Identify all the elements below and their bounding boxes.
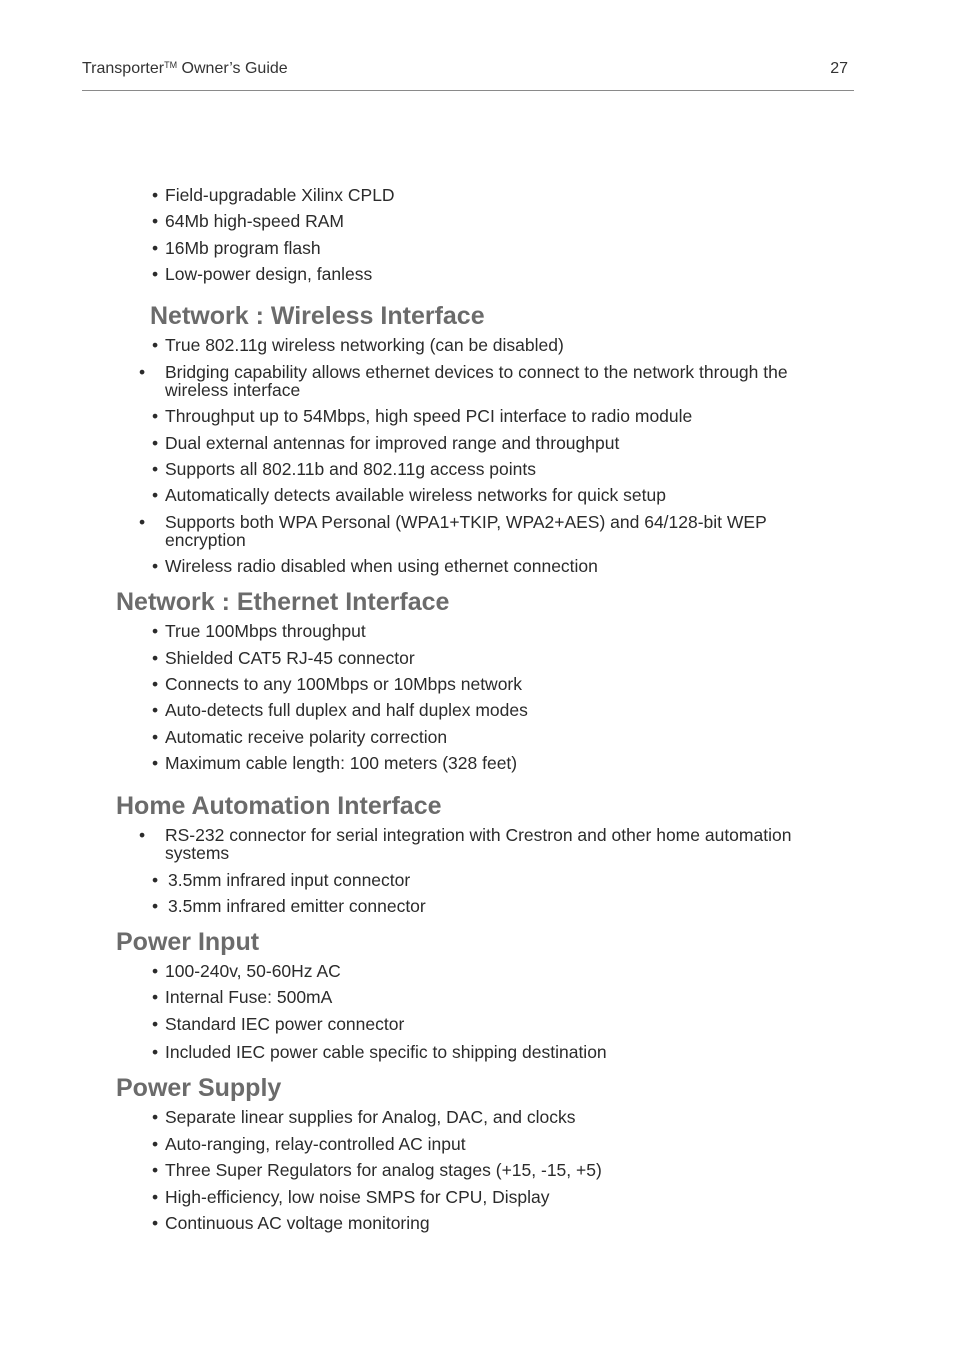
list-item: • Internal Fuse: 500mA [152, 987, 333, 1007]
page-header [82, 58, 854, 91]
list-item: • Wireless radio disabled when using ethernet connection [152, 556, 598, 576]
list-item: • Standard IEC power connector [152, 1014, 405, 1034]
trademark-mark: TM [164, 60, 178, 70]
document-title: Transporter™ Owner’s Guide [82, 60, 288, 77]
section-heading-ethernet: Network : Ethernet Interface [116, 588, 450, 616]
list-item: • RS-232 connector for serial integration with Crestron and other home automation systems [139, 825, 792, 863]
list-item: • Low-power design, fanless [152, 264, 373, 284]
page-number: 27 [830, 60, 848, 77]
list-item: • Supports both WPA Personal (WPA1+TKIP, WPA2+AES) and 64/128-bit WEP encryption [139, 512, 767, 550]
list-item: • Supports all 802.11b and 802.11g access points [152, 459, 537, 479]
list-item: • Connects to any 100Mbps or 10Mbps network [152, 674, 522, 694]
list-item: • Throughput up to 54Mbps, high speed PCI interface to radio module [152, 406, 693, 426]
list-item: • Continuous AC voltage monitoring [152, 1213, 430, 1233]
list-item: • True 100Mbps throughput [152, 621, 366, 641]
list-item: • True 802.11g wireless networking (can be disabled) [152, 335, 564, 355]
list-item: • Included IEC power cable specific to shipping destination [152, 1042, 607, 1062]
list-item: • Field-upgradable Xilinx CPLD [152, 185, 395, 205]
list-item: • Automatically detects available wireless networks for quick setup [152, 485, 666, 505]
section-heading-wireless: Network : Wireless Interface [150, 302, 485, 330]
list-item: • Dual external antennas for improved range and throughput [152, 433, 620, 453]
list-item: • 3.5mm infrared emitter connector [152, 896, 426, 916]
list-item: • Automatic receive polarity correction [152, 727, 448, 747]
list-item: • 64Mb high-speed RAM [152, 211, 344, 231]
list-item: • Separate linear supplies for Analog, DAC, and clocks [152, 1107, 576, 1127]
section-heading-power-input: Power Input [116, 928, 260, 956]
list-item: • Bridging capability allows ethernet devices to connect to the network through the wireless interface [139, 362, 788, 400]
list-item: • 100-240v, 50-60Hz AC [152, 961, 341, 981]
list-item: • Auto-ranging, relay-controlled AC input [152, 1134, 466, 1154]
list-item: • High-efficiency, low noise SMPS for CPU, Display [152, 1187, 550, 1207]
list-item: • Maximum cable length: 100 meters (328 feet) [152, 753, 518, 773]
list-item: • Shielded CAT5 RJ-45 connector [152, 648, 415, 668]
list-item: • 3.5mm infrared input connector [152, 870, 411, 890]
list-item: • Auto-detects full duplex and half duplex modes [152, 700, 528, 720]
section-heading-home-automation: Home Automation Interface [116, 792, 442, 820]
list-item: • 16Mb program flash [152, 238, 321, 258]
section-heading-power-supply: Power Supply [116, 1074, 282, 1102]
list-item: • Three Super Regulators for analog stages (+15, -15, +5) [152, 1160, 602, 1180]
